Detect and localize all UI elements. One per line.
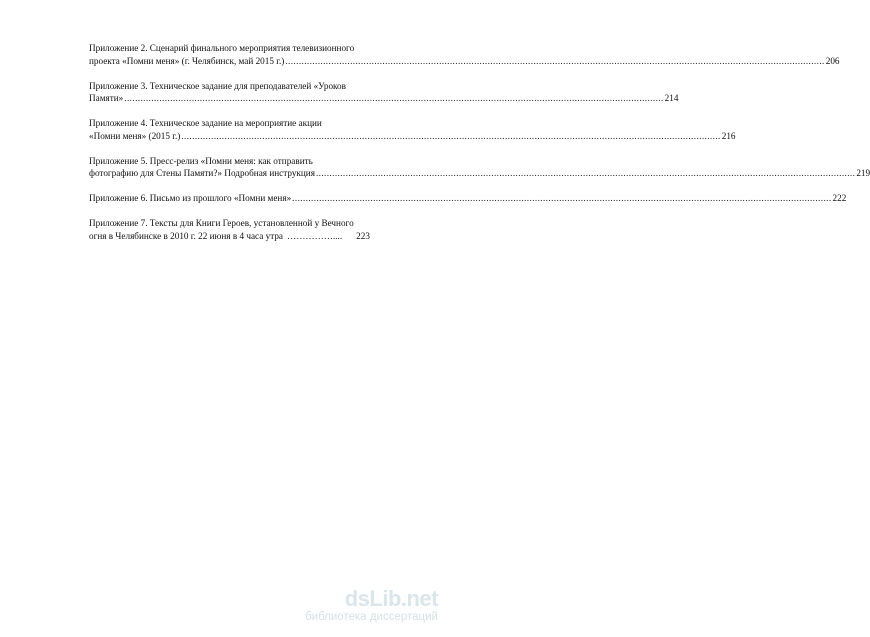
- toc-entry-text: Памяти»: [89, 93, 124, 104]
- table-of-contents: [89, 42, 870, 255]
- toc-entry-text: огня в Челябинске в 2010 г. 22 июня в 4 часа утра: [89, 230, 284, 241]
- page-number: 216: [721, 130, 736, 141]
- toc-entry-appendix-5: [89, 155, 870, 180]
- dot-leader: ........................................................................................................................................................................................................: [124, 93, 664, 104]
- toc-entry-text: проекта «Помни меня» (г. Челябинск, май 2015 г.): [89, 55, 285, 66]
- toc-entry-text: фотографию для Стены Памяти?» Подробная инструкция: [89, 168, 315, 179]
- page-number: 223: [356, 230, 370, 241]
- toc-entry-text: «Помни меня» (2015 г.): [89, 130, 181, 141]
- toc-entry-appendix-6: [89, 192, 847, 205]
- toc-entry-text: Приложение 5. Пресс-релиз «Помни меня: как отправить: [89, 155, 313, 166]
- site-watermark: [280, 587, 440, 627]
- dot-leader: ........................................................................................................................................................................................................: [285, 55, 825, 66]
- toc-entry-text: Приложение 2. Сценарий финального мероприятия телевизионного: [89, 43, 355, 53]
- toc-entry-last-line: [89, 192, 847, 205]
- toc-entry-text: Приложение 3. Техническое задание для преподавателей «Уроков: [89, 80, 346, 91]
- dot-leader: ……………....: [287, 230, 343, 241]
- watermark-logo: dsLib.net: [344, 586, 438, 611]
- page-number: 219: [856, 168, 870, 179]
- page-number: 206: [825, 55, 840, 66]
- toc-entry-text: Приложение 6. Письмо из прошлого «Помни меня»: [89, 193, 292, 204]
- toc-entry-text: Приложение 4. Техническое задание на мероприятие акции: [89, 118, 322, 129]
- page-number: 214: [664, 93, 679, 104]
- toc-entry-appendix-2: [89, 42, 840, 67]
- page-number: 222: [832, 193, 847, 204]
- toc-entry-last-line: [89, 230, 403, 243]
- toc-entry-last-line: [89, 55, 840, 68]
- toc-entry-last-line: [89, 130, 736, 143]
- dot-leader: ........................................................................................................................................................................................................: [315, 168, 856, 179]
- toc-entry-appendix-4: [89, 117, 736, 142]
- dot-leader: ........................................................................................................................................................................................................: [181, 130, 721, 141]
- watermark-subtitle: библиотека диссертаций: [305, 611, 438, 623]
- dot-leader: ........................................................................................................................................................................................................: [292, 193, 832, 204]
- toc-entry-last-line: [89, 167, 870, 180]
- toc-entry-appendix-3: [89, 80, 679, 105]
- toc-entry-last-line: [89, 92, 679, 105]
- toc-entry-text: Приложение 7. Тексты для Книги Героев, установленной у Вечного: [89, 218, 354, 229]
- toc-entry-appendix-7: [89, 217, 419, 242]
